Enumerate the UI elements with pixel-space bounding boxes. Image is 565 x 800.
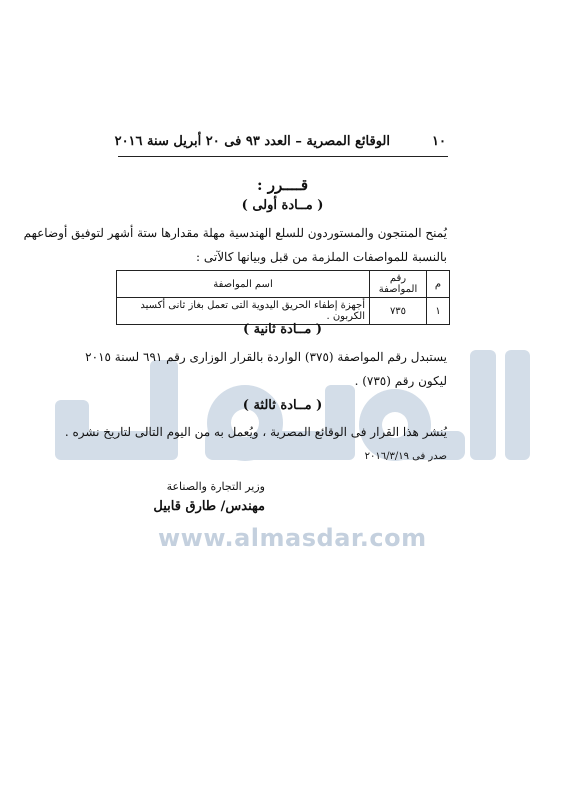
page-number: ١٠ [432,134,446,149]
article-1-title: ( مــادة أولى ) [241,198,324,213]
issued-date: صدر فى ٢٠١٦/٣/١٩ [364,451,447,462]
header-rule [118,156,448,157]
article-3-line-1: يُنشر هذا القرار فى الوقائع المصرية ، ويُعمل به من اليوم التالى لتاريخ نشره . [64,425,447,439]
table-row [117,298,450,325]
article-1-line-2: بالنسبة للمواصفات الملزمة من قبل وبيانها كالآتى : [196,250,447,264]
article-2-line-2: ليكون رقم (٧٣٥) . [354,374,447,388]
article-1-line-1: يُمنح المنتجون والمستوردون للسلع الهندسية مهلة مقدارها ستة أشهر لتوفيق أوضاعهم [23,226,447,240]
minister-name: مهندس/ طارق قابيل [153,499,265,514]
watermark-url: www.almasdar.com [158,524,427,552]
minister-title: وزير التجارة والصناعة [166,480,265,493]
col-header-spec-number: رقم المواصفة [370,271,427,298]
cell-m: ١ [427,298,450,325]
article-3-title: ( مــادة ثالثة ) [242,398,323,413]
cell-spec-number: ٧٣٥ [370,298,427,325]
col-header-spec-name: اسم المواصفة [117,271,370,298]
article-2-line-1: يستبدل رقم المواصفة (٣٧٥) الواردة بالقرار الوزارى رقم ٦٩١ لسنة ٢٠١٥ [85,350,447,364]
decree-heading: قــــرر : [256,176,309,194]
col-header-m: م [427,271,450,298]
page-header [114,134,448,154]
article-2-title: ( مــادة ثانية ) [242,322,323,337]
specifications-table [116,270,450,325]
cell-spec-name: أجهزة إطفاء الحريق اليدوية التى تعمل بغاز ثانى أكسيد الكربون . [117,298,370,325]
gazette-issue-title: الوقائع المصرية – العدد ٩٣ فى ٢٠ أبريل سنة ٢٠١٦ [114,134,390,149]
table-header-row [117,271,450,298]
